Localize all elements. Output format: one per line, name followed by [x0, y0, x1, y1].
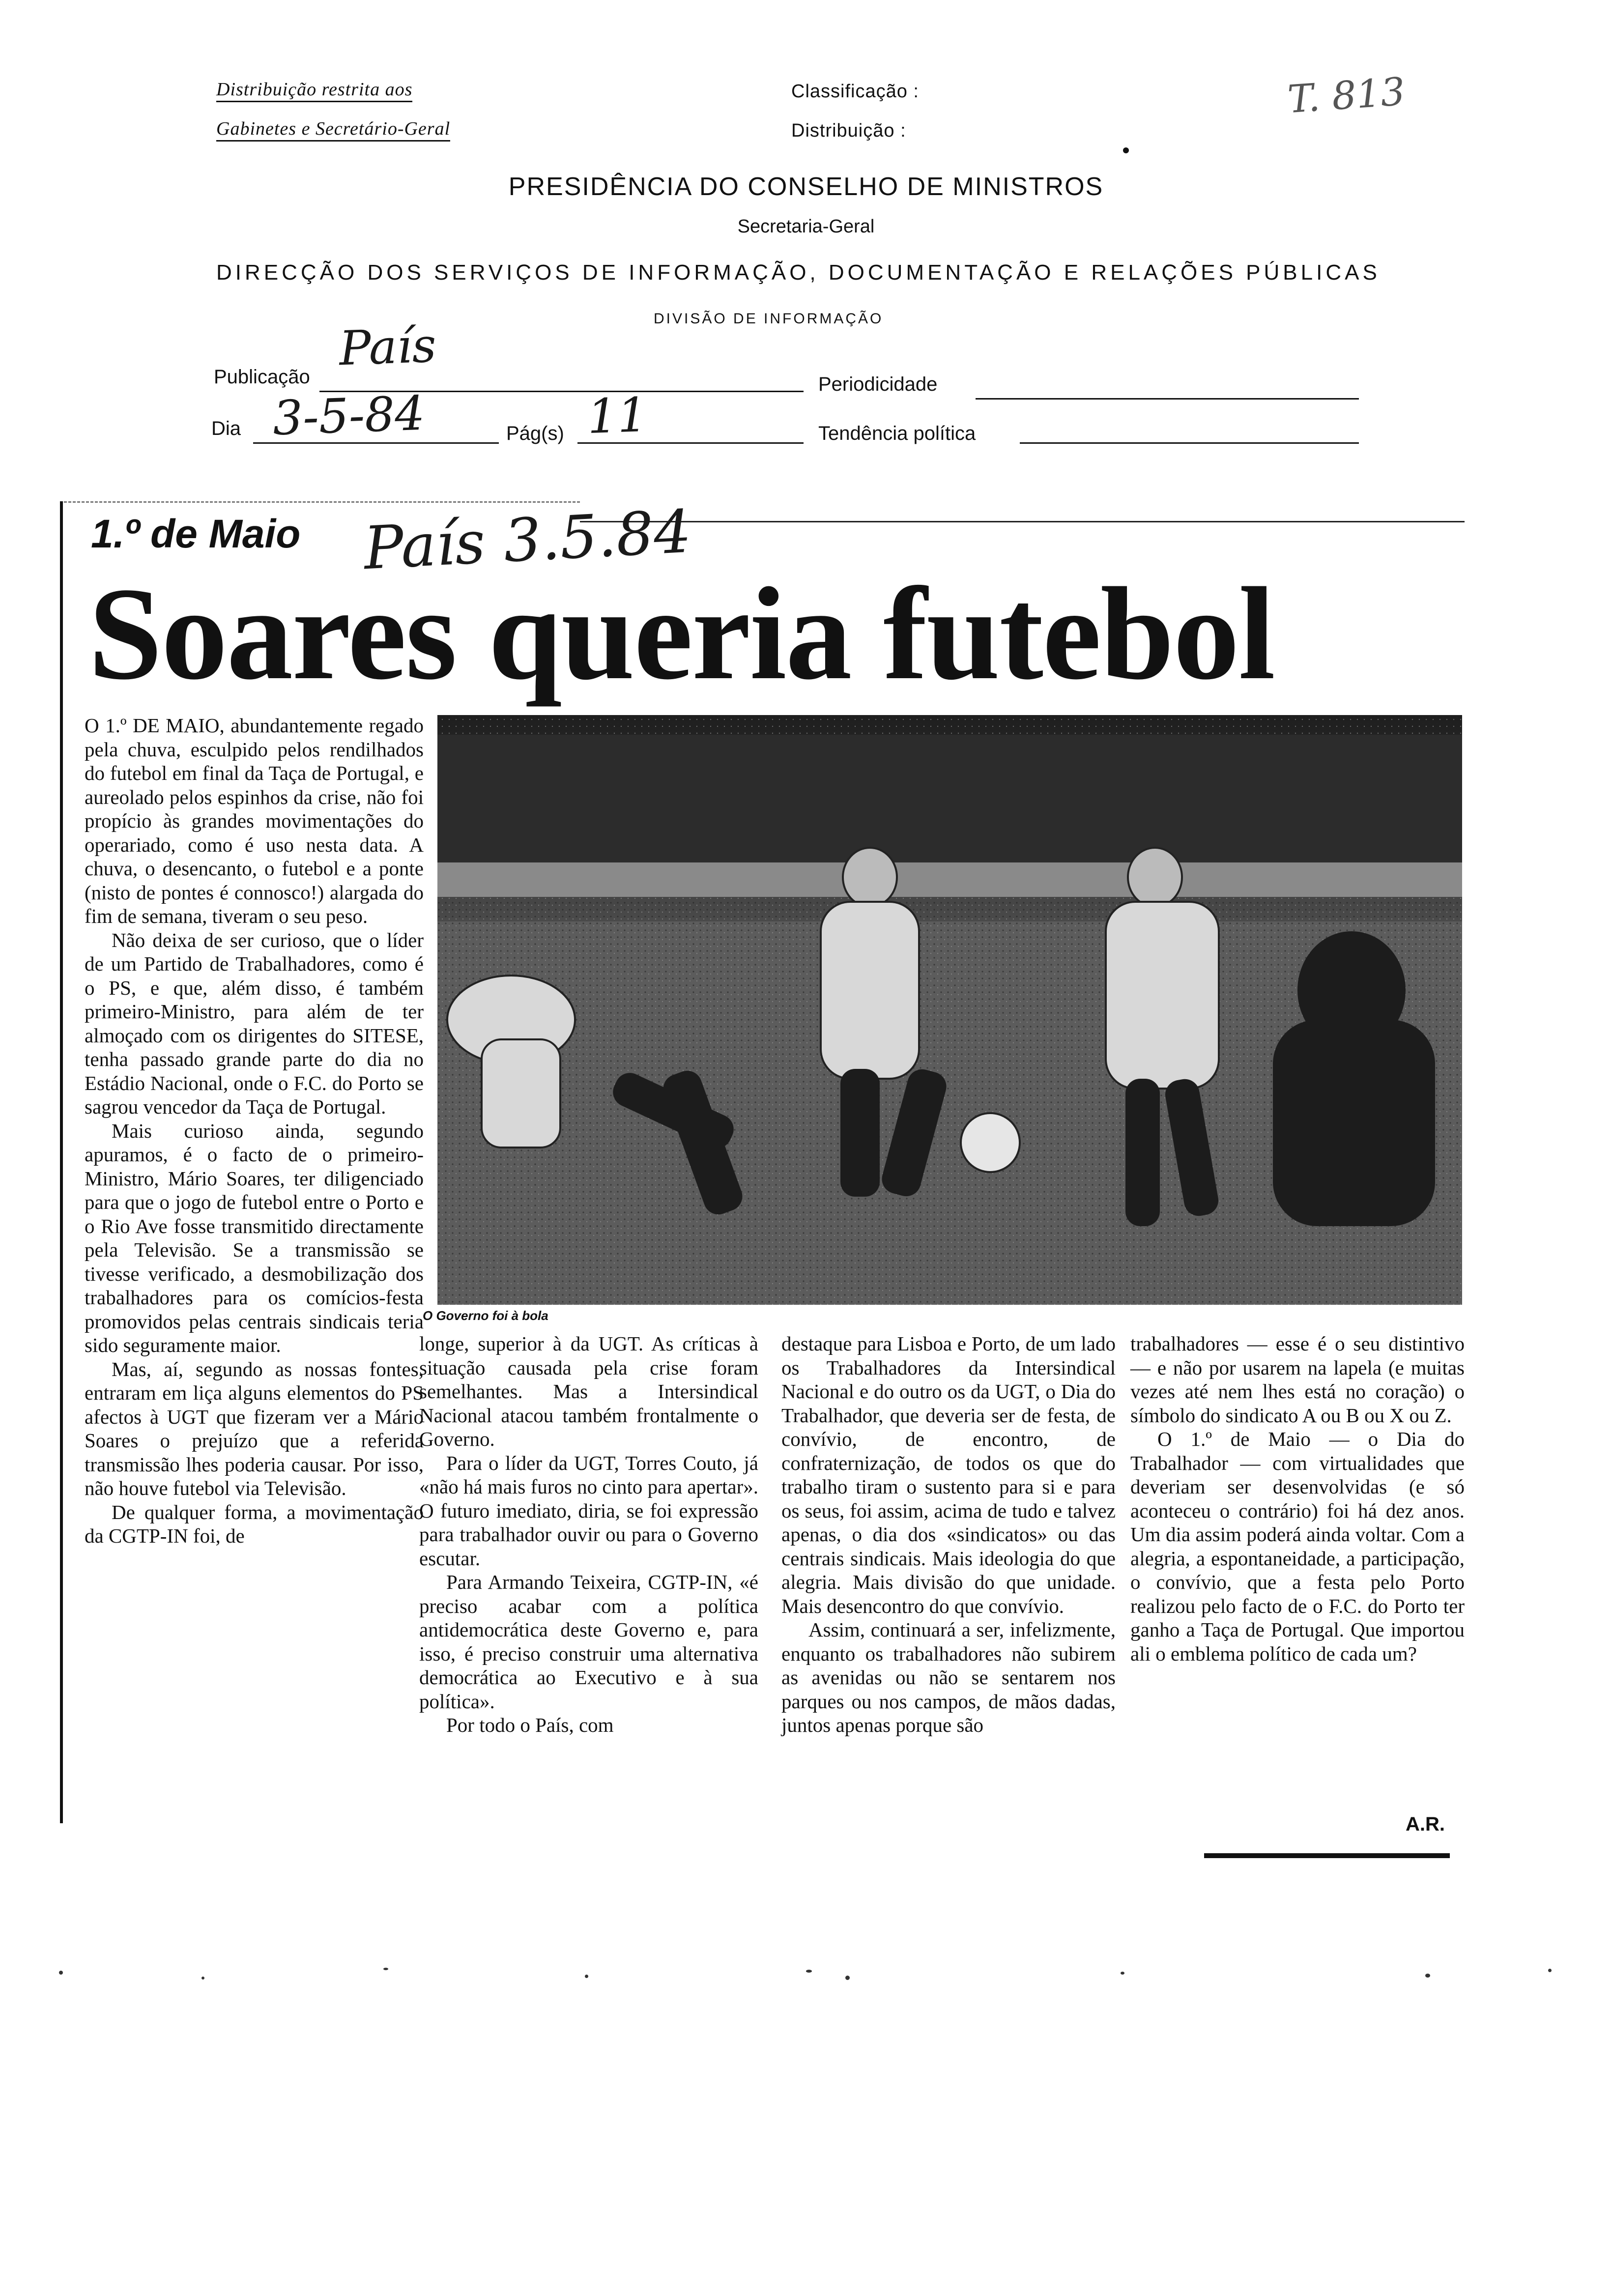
col1-paragraph: De qualquer forma, a movimentação da CGTP-IN foi, de	[85, 1500, 424, 1547]
col3-paragraph: destaque para Lisboa e Porto, de um lado os Trabalhadores da Intersindical Nacional e do outro os da UGT, o Dia do Trabalhador, que deveria ser de festa, de convívio, de encontro, de confraternização, de todos os que do trabalho tiram o sustento para si e para os seus, foi assim, acima de tudo e talvez apenas, o dia dos «sindicatos» ou das centrais sindicais. Mais ideologia do que alegria. Mais divisão do que unidade. Mais desencontro do que convívio.	[781, 1332, 1116, 1617]
tendency-field-line	[1020, 442, 1359, 444]
pages-handwritten-value: 11	[586, 387, 649, 445]
article-kicker: 1.º de Maio	[91, 512, 301, 556]
clip-bottom-rule	[1204, 1853, 1450, 1858]
article-column-1	[85, 714, 424, 1548]
col2-paragraph: Por todo o País, com	[446, 1714, 614, 1736]
publication-label: Publicação	[214, 366, 310, 388]
photo-caption: O Governo foi à bola	[423, 1308, 548, 1323]
col2-paragraph: Para o líder da UGT, Torres Couto, já «não há mais furos no cinto para apertar». O futuro imediato, diria, se foi expressão para trabalhador ouvir ou para o Governo escutar.	[419, 1451, 758, 1570]
article-headline: Soares queria futebol	[88, 560, 1275, 707]
department-title: DIRECÇÃO DOS SERVIÇOS DE INFORMAÇÃO, DOCUMENTAÇÃO E RELAÇÕES PÚBLICAS	[216, 260, 1381, 285]
publication-handwritten-value: País	[338, 317, 437, 376]
clip-top-rule	[580, 521, 1465, 522]
distribution-restricted-line1: Distribuição restrita aos	[216, 79, 412, 100]
secretariat-subtitle: Secretaria-Geral	[737, 216, 875, 237]
football-match-photo	[437, 715, 1462, 1305]
periodicity-label: Periodicidade	[818, 373, 938, 395]
classification-label: Classificação :	[791, 81, 919, 102]
clip-top-dashed-rule	[64, 501, 580, 503]
distribution-restricted-line2: Gabinetes e Secretário-Geral	[216, 118, 450, 140]
corner-handwritten-note: T. 813	[1286, 69, 1407, 122]
col1-paragraph: O 1.º DE MAIO, abundantemente regado pela chuva, esculpido pelos rendilhados do futebol em final da Taça de Portugal, e aureolado pelos espinhos da crise, não foi propício às grandes movimentações do operariado, como é uso nesta data. A chuva, o desencanto, o futebol e a ponte (nisto de pontes é connosco!) alargada do fim de semana, tiveram o seu peso.	[85, 714, 424, 927]
article-photo	[437, 715, 1462, 1305]
clip-left-border	[60, 501, 63, 1823]
tendency-label: Tendência política	[818, 423, 976, 444]
col1-paragraph: Não deixa de ser curioso, que o líder de um Partido de Trabalhadores, como é o PS, e que, além disso, é também primeiro-Ministro, para além de ter almoçado com os dirigentes do SITESE, tenha passado grande parte do dia no Estádio Nacional, onde o F.C. do Porto se sagrou vencedor da Taça de Portugal.	[85, 928, 424, 1118]
scan-noise-band	[0, 1961, 1612, 1990]
article-signature: A.R.	[1406, 1813, 1445, 1835]
col2-paragraph: longe, superior à da UGT. As críticas à situação causada pela crise foram semelhantes. Mas a Intersindical Nacional atacou também frontalmente o Governo.	[419, 1332, 758, 1450]
col2-paragraph: Para Armando Teixeira, CGTP-IN, «é preciso acabar com a política antidemocrática deste Governo e, para isso, é preciso construir uma alternativa democrática ao Executivo e à sua política».	[419, 1571, 758, 1713]
col4-paragraph: O 1.º de Maio — o Dia do Trabalhador — com virtualidades que deveriam ser desenvolvidas (e só aconteceu o contrário) foi há dez anos. Um dia assim poderá ainda voltar. Com a alegria, a espontaneidade, a participação, o convívio, que a festa pelo Porto realizou pelo facto de o F.C. do Porto ter ganho a Taça de Portugal. Que importou ali o emblema político de cada um?	[1130, 1428, 1465, 1665]
article-column-2	[419, 1332, 758, 1737]
col4-paragraph: trabalhadores — esse é o seu distintivo — e não por usarem na lapela (e muitas vezes até nem lhes está no coração) o símbolo do sindicato A ou B ou X ou Z.	[1130, 1332, 1465, 1427]
day-handwritten-value: 3-5-84	[272, 385, 426, 446]
col1-paragraph: Mas, aí, segundo as nossas fontes, entraram em liça alguns elementos do PS afectos à UGT que fizeram ver a Mário Soares o prejuízo que a referida transmissão lhes poderia causar. Por isso, não houve futebol via Televisão.	[85, 1357, 424, 1499]
col3-paragraph: Assim, continuará a ser, infelizmente, enquanto os trabalhadores não subirem as avenidas ou não se sentarem nos parques ou nos campos, de mãos dadas, juntos apenas porque são	[781, 1618, 1116, 1736]
bullet-mark	[1123, 147, 1129, 153]
article-column-3	[781, 1332, 1116, 1737]
margin-handwritten-source: País 3.5.84	[362, 497, 693, 583]
day-label: Dia	[211, 418, 241, 439]
organization-title: PRESIDÊNCIA DO CONSELHO DE MINISTROS	[508, 172, 1104, 201]
col1-paragraph: Mais curioso ainda, segundo apuramos, é o facto de o primeiro-Ministro, Mário Soares, ter diligenciado para que o jogo de futebol entre o Porto e o Rio Ave fosse transmitido directamente pela Televisão. Se a transmissão se tivesse verificado, a desmobilização dos trabalhadores para os comícios-festa promovidos pelas centrais sindicais teria sido seguramente maior.	[85, 1119, 424, 1356]
article-column-4	[1130, 1332, 1465, 1665]
distribution-label: Distribuição :	[791, 120, 906, 141]
periodicity-field-line	[976, 398, 1359, 400]
division-title: DIVISÃO DE INFORMAÇÃO	[654, 311, 884, 327]
pages-label: Pág(s)	[506, 423, 564, 444]
